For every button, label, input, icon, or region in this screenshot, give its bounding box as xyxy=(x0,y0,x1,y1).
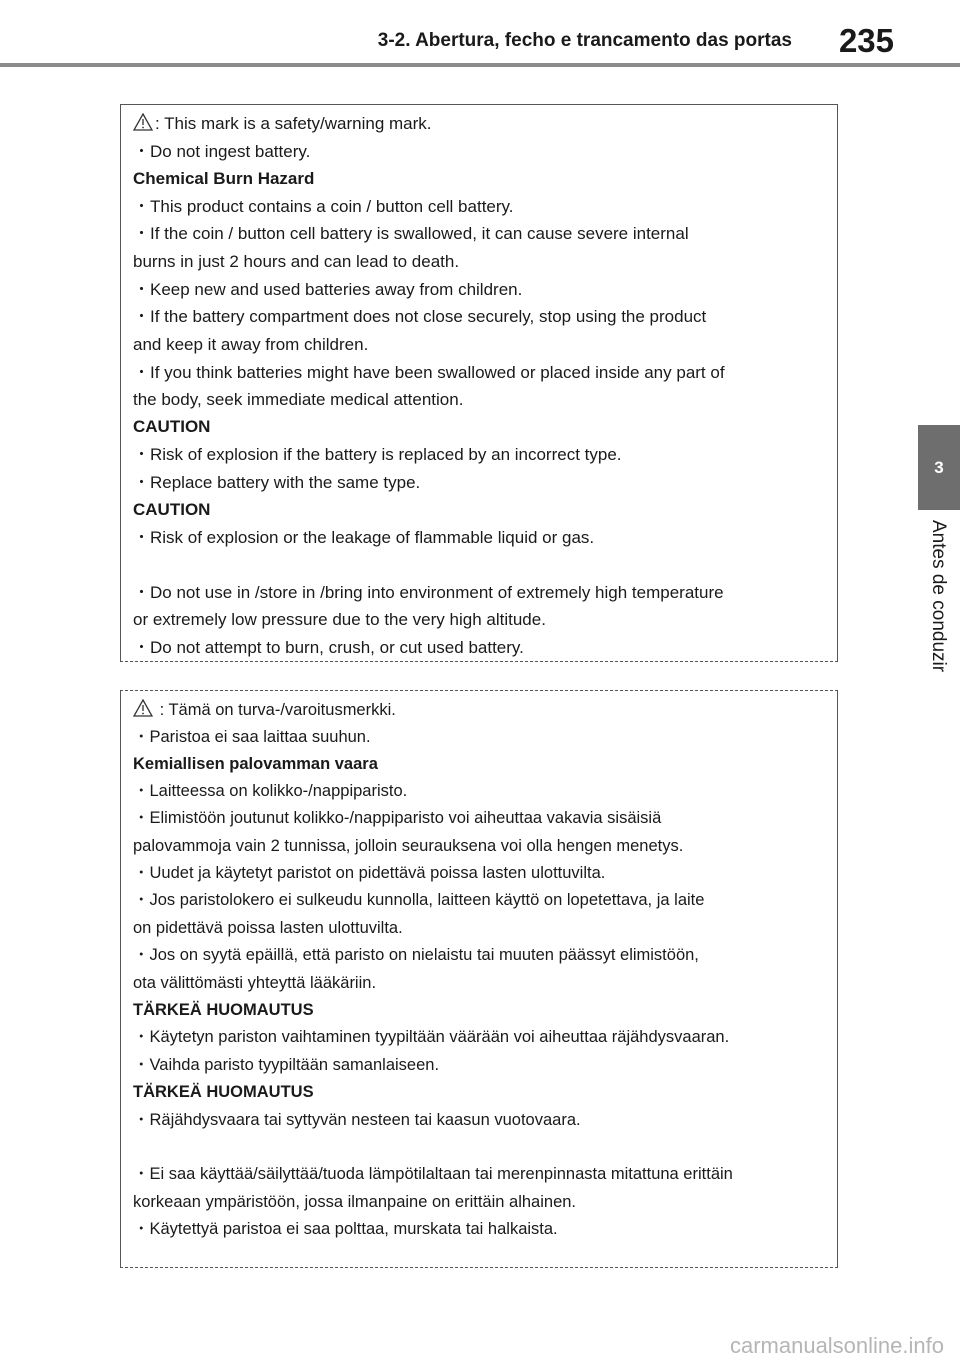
warning-line: ・If the coin / button cell battery is swallowed, it can cause severe internal xyxy=(133,224,689,243)
english-warning-box xyxy=(120,104,838,662)
warning-line: ・Jos paristolokero ei sulkeudu kunnolla, laitteen käyttö on lopetettava, ja laite xyxy=(133,891,705,909)
warning-line: ・If the battery compartment does not close securely, stop using the product xyxy=(133,307,707,326)
warning-line: ・Risk of explosion if the battery is replaced by an incorrect type. xyxy=(133,445,622,464)
hazard-heading: Kemiallisen palovamman vaara xyxy=(133,755,378,773)
page-number: 235 xyxy=(838,22,894,59)
safety-mark-text: : Tämä on turva-/varoitusmerkki. xyxy=(155,701,396,719)
warning-line: ・Ei saa käyttää/säilyttää/tuoda lämpötilaltaan tai merenpinnasta mitattuna erittäin xyxy=(133,1165,733,1183)
warning-line: ・Uudet ja käytetyt paristot on pidettävä poissa lasten ulottuvilta. xyxy=(133,864,606,882)
page-header xyxy=(0,0,960,68)
warning-line: ・Risk of explosion or the leakage of flammable liquid or gas. xyxy=(133,528,595,547)
warning-line: ・Do not ingest battery. xyxy=(133,142,311,161)
warning-line: ・Do not attempt to burn, crush, or cut used battery. xyxy=(133,638,524,657)
hazard-heading: Chemical Burn Hazard xyxy=(133,169,315,188)
caution-heading: CAUTION xyxy=(133,500,211,519)
warning-line: palovammoja vain 2 tunnissa, jolloin seurauksena voi olla hengen menetys. xyxy=(133,837,684,855)
chapter-title: Antes de conduzir xyxy=(928,520,949,673)
warning-line: ota välittömästi yhteyttä lääkäriin. xyxy=(133,974,377,992)
warning-line: ・Käytettyä paristoa ei saa polttaa, murskata tai halkaista. xyxy=(133,1220,558,1238)
caution-heading: TÄRKEÄ HUOMAUTUS xyxy=(133,1001,314,1019)
warning-line: ・Laitteessa on kolikko-/nappiparisto. xyxy=(133,782,408,800)
site-watermark: carmanualsonline.info xyxy=(729,1333,944,1358)
safety-mark-line xyxy=(133,699,396,721)
warning-line: and keep it away from children. xyxy=(133,335,369,354)
warning-line: ・Elimistöön joutunut kolikko-/nappiparisto voi aiheuttaa vakavia sisäisiä xyxy=(133,809,662,827)
warning-line: korkeaan ympäristöön, jossa ilmanpaine on erittäin alhainen. xyxy=(133,1193,577,1211)
warning-line: ・Paristoa ei saa laittaa suuhun. xyxy=(133,728,371,746)
header-divider xyxy=(0,63,960,67)
chapter-tab: 3 xyxy=(918,425,960,510)
caution-heading: CAUTION xyxy=(133,417,211,436)
warning-line: ・Käytetyn pariston vaihtaminen tyypiltään väärään voi aiheuttaa räjähdysvaaran. xyxy=(133,1028,730,1046)
safety-mark-text: : This mark is a safety/warning mark. xyxy=(155,114,432,133)
warning-line: or extremely low pressure due to the very high altitude. xyxy=(133,610,546,629)
warning-line: ・Vaihda paristo tyypiltään samanlaiseen. xyxy=(133,1056,440,1074)
warning-line: ・Keep new and used batteries away from children. xyxy=(133,280,523,299)
caution-heading: TÄRKEÄ HUOMAUTUS xyxy=(133,1083,314,1101)
finnish-warning-box xyxy=(120,690,838,1268)
warning-triangle-icon xyxy=(133,113,153,131)
warning-triangle-icon xyxy=(133,699,153,717)
warning-line: on pidettävä poissa lasten ulottuvilta. xyxy=(133,919,403,937)
section-title: 3-2. Abertura, fecho e trancamento das portas xyxy=(377,30,792,51)
warning-line: ・If you think batteries might have been swallowed or placed inside any part of xyxy=(133,363,725,382)
warning-line: ・Räjähdysvaara tai syttyvän nesteen tai kaasun vuotovaara. xyxy=(133,1111,581,1129)
warning-line: ・This product contains a coin / button cell battery. xyxy=(133,197,514,216)
safety-mark-line xyxy=(133,113,432,135)
warning-line: ・Jos on syytä epäillä, että paristo on nielaistu tai muuten päässyt elimistöön, xyxy=(133,946,699,964)
warning-line: ・Replace battery with the same type. xyxy=(133,473,421,492)
warning-line: ・Do not use in /store in /bring into environment of extremely high temperature xyxy=(133,583,724,602)
warning-line: burns in just 2 hours and can lead to death. xyxy=(133,252,460,271)
warning-line: the body, seek immediate medical attention. xyxy=(133,390,464,409)
